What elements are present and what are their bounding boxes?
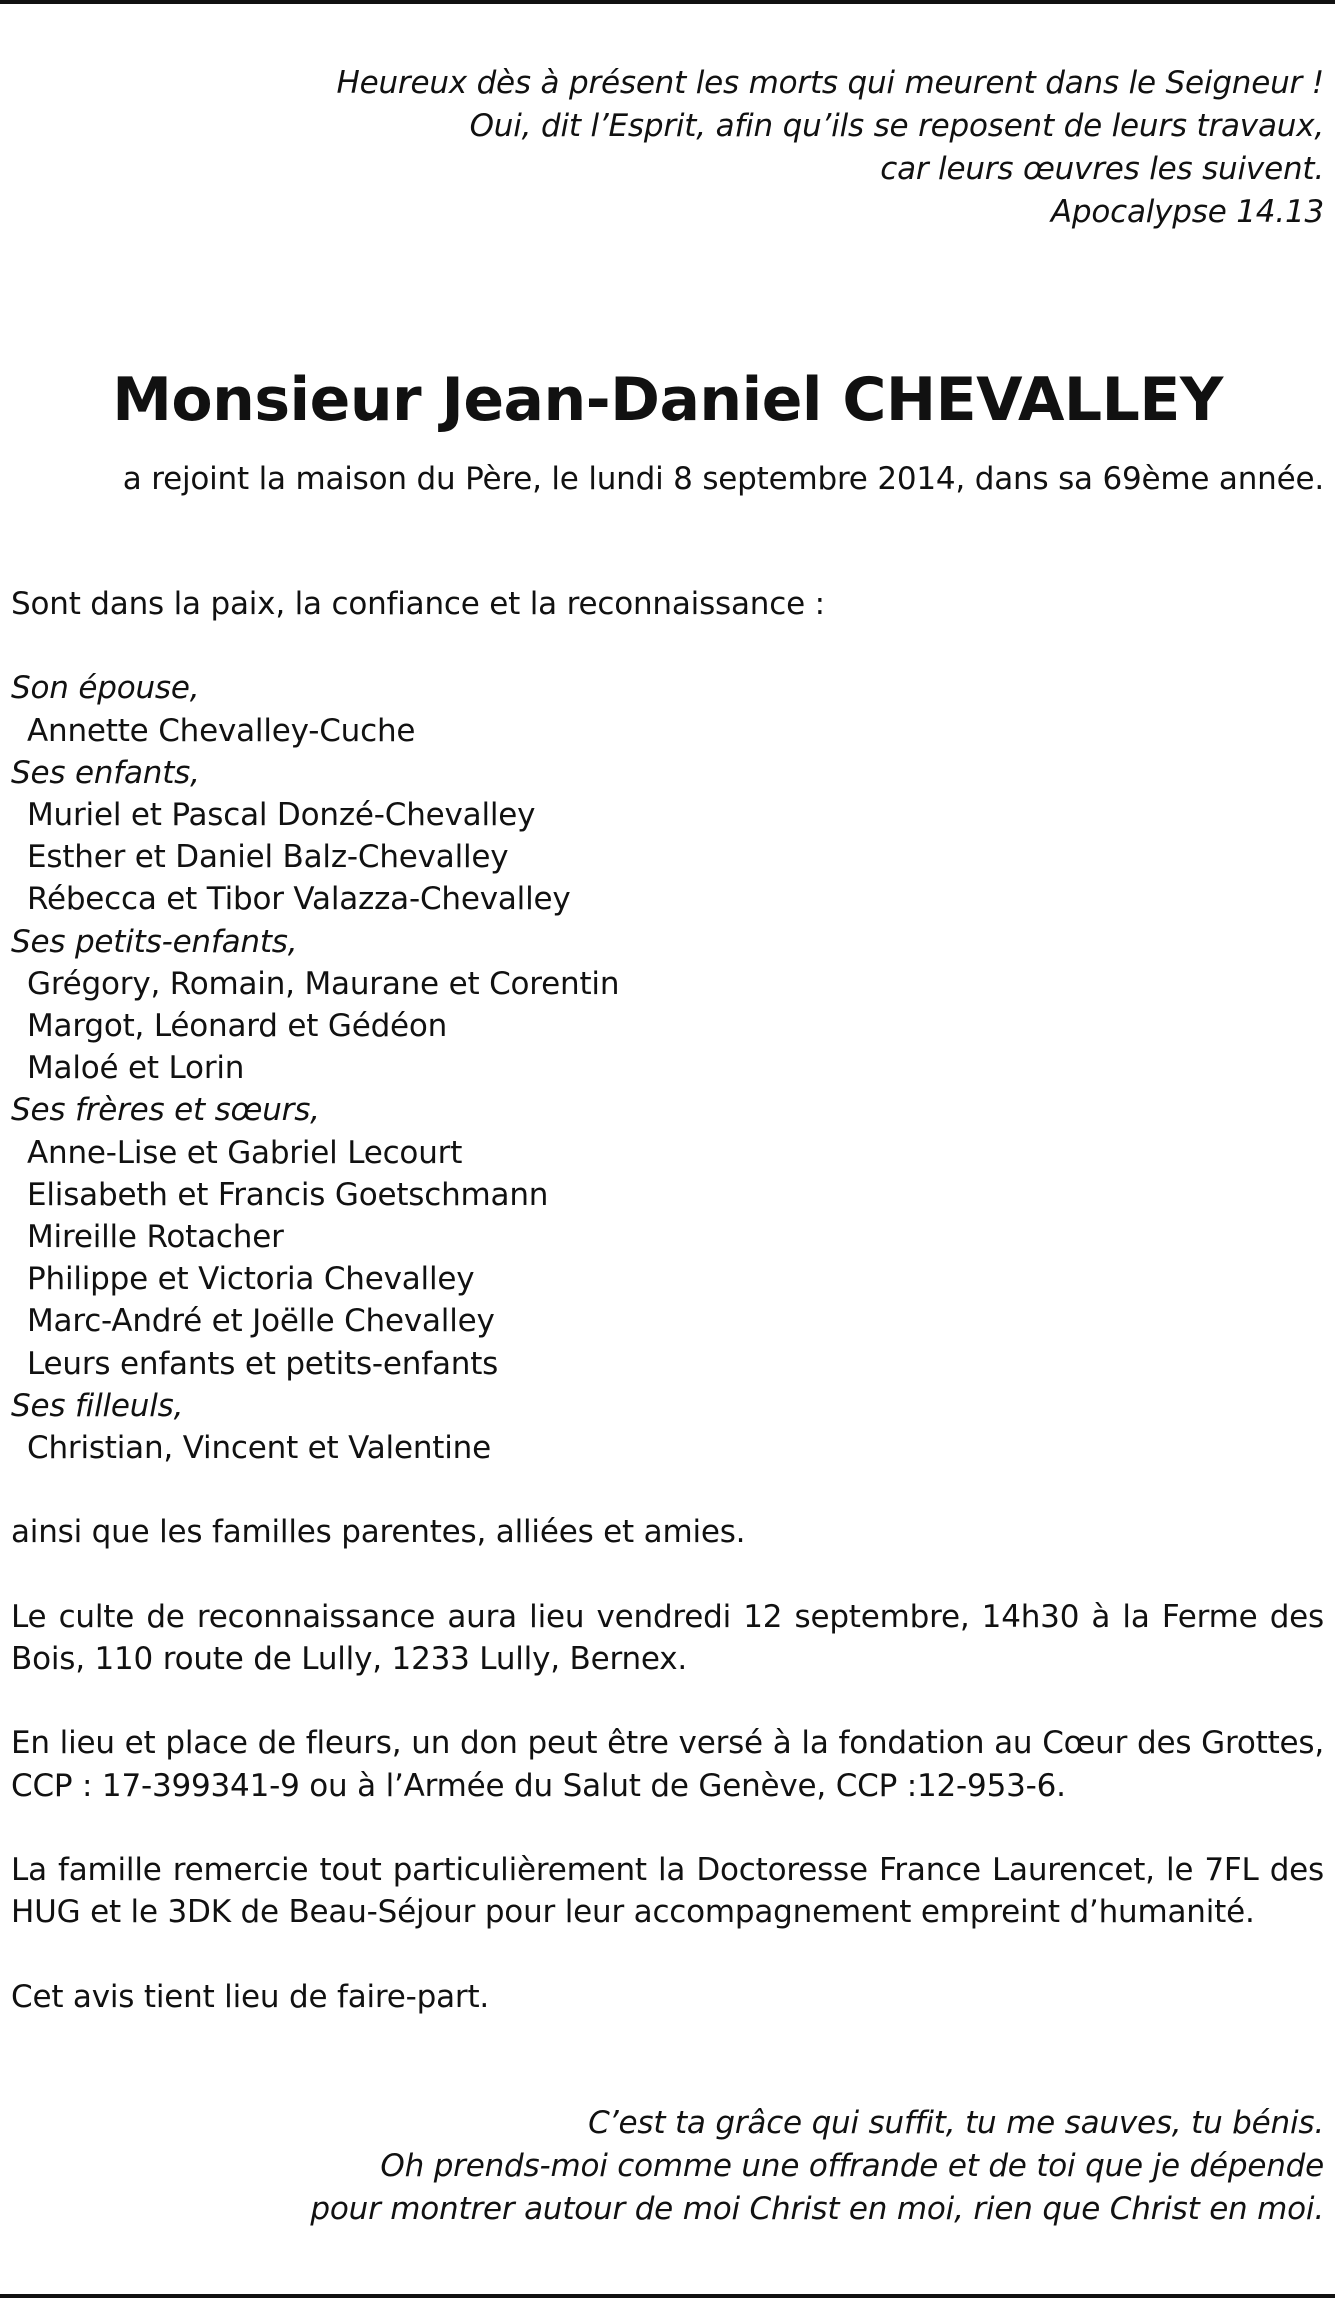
verse-line: Heureux dès à présent les morts qui meurent dans le Seigneur !	[336, 65, 1324, 101]
family-group-title: Son épouse,	[11, 670, 200, 707]
opening-verse	[11, 62, 1324, 234]
intro-text: Sont dans la paix, la confiance et la reconnaissance :	[11, 586, 825, 622]
family-member: Maloé et Lorin	[27, 1050, 245, 1087]
deceased-name: Monsieur Jean-Daniel CHEVALLEY	[112, 365, 1223, 435]
family-member: Christian, Vincent et Valentine	[27, 1430, 491, 1467]
notice-body	[11, 583, 1324, 2018]
verse-line: Oui, dit l’Esprit, afin qu’ils se reposent de leurs travaux,	[469, 108, 1324, 144]
extended-family-text: ainsi que les familles parentes, alliées et amies.	[11, 1514, 746, 1551]
family-member: Rébecca et Tibor Valazza-Chevalley	[27, 881, 571, 918]
verse-line: C’est ta grâce qui suffit, tu me sauves, tu bénis.	[588, 2105, 1324, 2141]
closing-verse	[11, 2102, 1324, 2231]
family-member: Grégory, Romain, Maurane et Corentin	[27, 965, 620, 1002]
verse-reference: Apocalypse 14.13	[1050, 194, 1324, 230]
bottom-border-rule	[0, 2294, 1335, 2298]
family-member: Philippe et Victoria Chevalley	[27, 1261, 475, 1298]
family-group-title: Ses enfants,	[11, 754, 200, 791]
family-member: Esther et Daniel Balz-Chevalley	[27, 839, 509, 876]
family-group-siblings	[11, 1089, 1324, 1384]
verse-line: Oh prends-moi comme une offrande et de toi que je dépende	[380, 2148, 1324, 2184]
family-group-grandchildren	[11, 921, 1324, 1090]
verse-line: pour montrer autour de moi Christ en moi, rien que Christ en moi.	[310, 2191, 1324, 2227]
acknowledgements: La famille remercie tout particulièrement la Doctoresse France Laurencet, le 7FL des HUG et le 3DK de Beau-Séjour pour leur accompagnement empreint d’humanité.	[11, 1852, 1324, 1931]
family-group-title: Ses frères et sœurs,	[11, 1092, 320, 1129]
family-member: Margot, Léonard et Gédéon	[27, 1008, 448, 1045]
family-group-title: Ses filleuls,	[11, 1387, 184, 1424]
verse-line: car leurs œuvres les suivent.	[880, 151, 1324, 187]
family-group-title: Ses petits-enfants,	[11, 923, 298, 960]
donation-details: En lieu et place de fleurs, un don peut être versé à la fondation au Cœur des Grottes, CCP : 17-399341-9 ou à l’Armée du Salut de Genève, CCP :12-953-6.	[11, 1725, 1324, 1804]
service-details: Le culte de reconnaissance aura lieu vendredi 12 septembre, 14h30 à la Ferme des Bois, 110 route de Lully, 1233 Lully, Bernex.	[11, 1598, 1324, 1678]
notice-statement: Cet avis tient lieu de faire-part.	[11, 1978, 490, 2015]
family-group-children	[11, 752, 1324, 921]
family-member: Annette Chevalley-Cuche	[27, 712, 416, 749]
family-member: Leurs enfants et petits-enfants	[27, 1345, 499, 1382]
death-announcement: a rejoint la maison du Père, le lundi 8 septembre 2014, dans sa 69ème année.	[122, 461, 1324, 497]
family-member: Elisabeth et Francis Goetschmann	[27, 1176, 549, 1213]
family-member: Mireille Rotacher	[27, 1219, 284, 1256]
top-border-rule	[0, 0, 1335, 4]
family-group-spouse	[11, 667, 1324, 751]
family-member: Muriel et Pascal Donzé-Chevalley	[27, 797, 536, 833]
family-list	[11, 667, 1324, 1469]
family-member: Marc-André et Joëlle Chevalley	[27, 1303, 495, 1340]
family-member: Anne-Lise et Gabriel Lecourt	[27, 1134, 463, 1171]
family-group-godchildren	[11, 1385, 1324, 1469]
